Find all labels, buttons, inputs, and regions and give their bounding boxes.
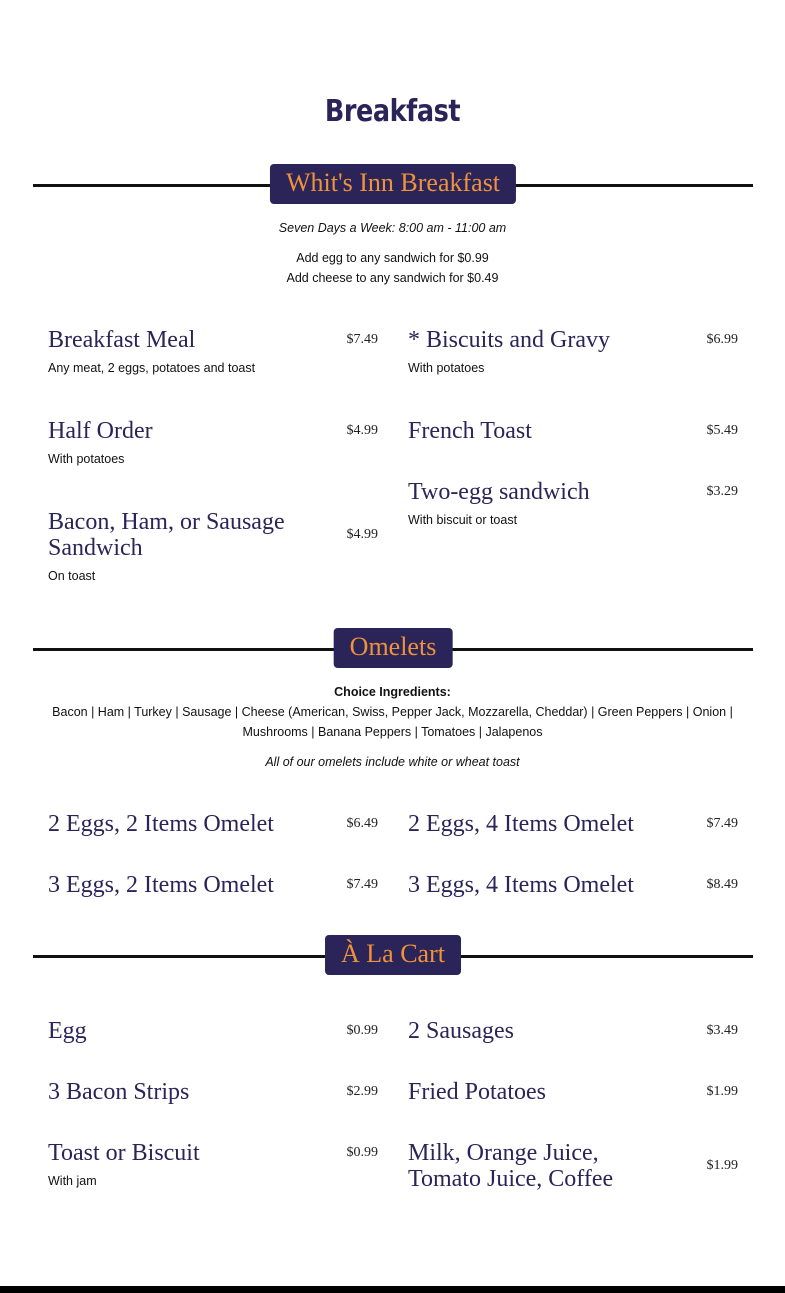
item-price: $6.49 [346, 816, 378, 831]
section-title: Omelets [334, 628, 453, 668]
item-name: 3 Eggs, 4 Items Omelet [408, 872, 634, 898]
section-header-omelets [33, 628, 753, 670]
menu-item [408, 418, 738, 444]
menu-item [408, 872, 738, 898]
menu-item [48, 1140, 378, 1188]
item-price: $1.99 [706, 1084, 738, 1099]
choice-label: Choice Ingredients: [334, 685, 451, 699]
item-price: $1.99 [706, 1158, 738, 1173]
item-price: $7.49 [346, 877, 378, 892]
item-name: Breakfast Meal [48, 327, 196, 353]
menu-item [48, 509, 378, 583]
item-price: $4.99 [346, 423, 378, 438]
item-desc: With jam [48, 1174, 97, 1188]
item-name: 2 Sausages [408, 1018, 514, 1044]
menu-item [48, 327, 378, 375]
item-name: Egg [48, 1018, 87, 1044]
item-name: 2 Eggs, 2 Items Omelet [48, 811, 274, 837]
page-title: Breakfast [324, 94, 461, 129]
hours-note: Seven Days a Week: 8:00 am - 11:00 am [278, 221, 507, 235]
item-desc: With potatoes [48, 452, 125, 466]
item-desc: Any meat, 2 eggs, potatoes and toast [48, 361, 256, 375]
item-name: Bacon, Ham, or Sausage Sandwich [48, 509, 285, 561]
item-price: $2.99 [346, 1084, 378, 1099]
item-price: $4.99 [346, 527, 378, 542]
menu-item [48, 811, 378, 837]
item-price: $0.99 [346, 1145, 378, 1160]
section-header-breakfast [33, 164, 753, 206]
item-price: $8.49 [706, 877, 738, 892]
omelet-note: All of our omelets include white or wheat toast [265, 755, 520, 769]
item-name: 3 Bacon Strips [48, 1079, 190, 1105]
menu-item [48, 418, 378, 466]
menu-item [48, 872, 378, 898]
item-price: $7.49 [706, 816, 738, 831]
item-price: $3.49 [706, 1023, 738, 1038]
menu-item [408, 479, 738, 527]
item-name: Milk, Orange Juice, Tomato Juice, Coffee [408, 1140, 614, 1192]
menu-item [48, 1079, 378, 1105]
item-desc: With biscuit or toast [408, 513, 518, 527]
section-header-alacart [33, 935, 753, 977]
item-price: $6.99 [706, 332, 738, 347]
item-name: French Toast [408, 418, 532, 444]
menu-item [408, 811, 738, 837]
item-price: $3.29 [706, 484, 738, 499]
item-name: * Biscuits and Gravy [408, 327, 610, 353]
section-title: Whit's Inn Breakfast [270, 164, 516, 204]
egg-note: Add egg to any sandwich for $0.99 [296, 251, 489, 265]
menu-item [408, 1018, 738, 1044]
menu-item [408, 1079, 738, 1105]
menu-item [48, 1018, 378, 1044]
item-name: Fried Potatoes [408, 1079, 546, 1105]
item-name: 3 Eggs, 2 Items Omelet [48, 872, 274, 898]
item-name: 2 Eggs, 4 Items Omelet [408, 811, 634, 837]
item-name: Two-egg sandwich [408, 479, 590, 505]
item-desc: With potatoes [408, 361, 485, 375]
item-price: $0.99 [346, 1023, 378, 1038]
ingredients-list: Bacon | Ham | Turkey | Sausage | Cheese (American, Swiss, Pepper Jack, Mozzarella, Cheddar) | Green Peppers | Onion | Mushrooms | Banana Peppers | Tomatoes | Jalapenos [52, 705, 733, 739]
item-price: $7.49 [346, 332, 378, 347]
choice-ingredients-label [40, 682, 745, 702]
item-desc: On toast [48, 569, 96, 583]
item-name: Toast or Biscuit [48, 1140, 200, 1166]
menu-item [408, 327, 738, 375]
menu-item [408, 1140, 738, 1192]
item-price: $5.49 [706, 423, 738, 438]
section-title: À La Cart [325, 935, 461, 975]
bottom-bar [0, 1286, 785, 1293]
cheese-note: Add cheese to any sandwich for $0.49 [286, 271, 499, 285]
item-name: Half Order [48, 418, 153, 444]
